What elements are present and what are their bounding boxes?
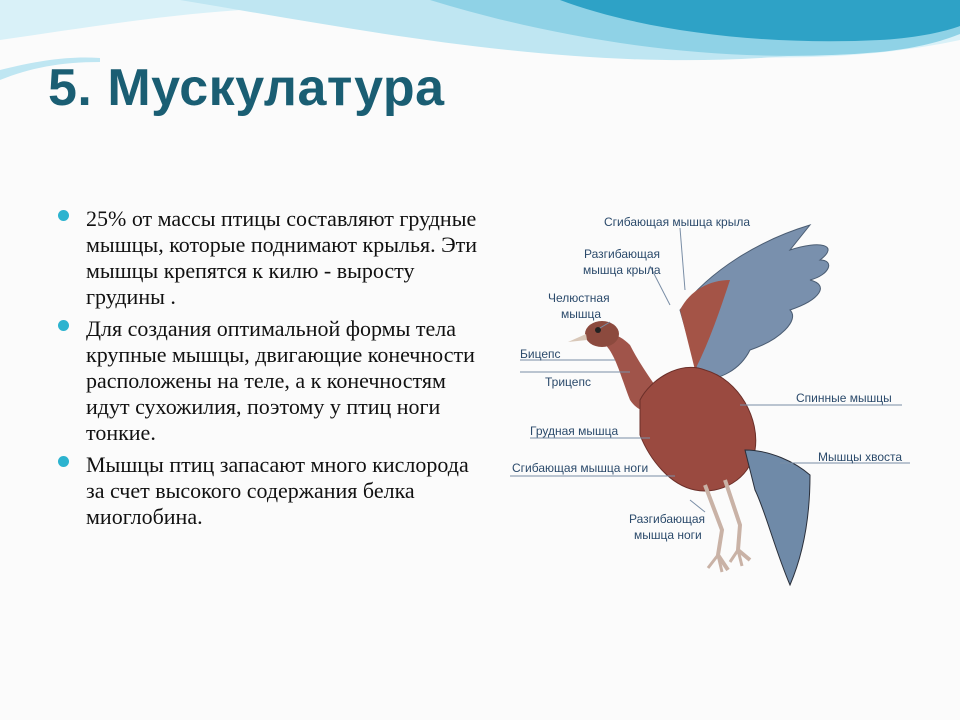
label-wing-flexor: Сгибающая мышца крыла xyxy=(604,215,751,229)
label-leg-flexor: Сгибающая мышца ноги xyxy=(512,461,649,475)
bullet-text: Мышцы птиц запасают много кислорода за счет высокого содержания белка миоглобина. xyxy=(86,452,469,529)
label-leg-extensor: Разгибающая xyxy=(629,512,706,526)
label-biceps: Бицепс xyxy=(520,347,561,361)
bird-muscle-diagram xyxy=(490,200,930,600)
label-wing-extensor: Разгибающая xyxy=(584,247,661,261)
label-jaw-muscle: мышца xyxy=(561,307,602,321)
slide-title: 5. Мускулатура xyxy=(48,59,445,117)
list-item xyxy=(58,316,478,446)
label-wing-extensor: мышца крыла xyxy=(583,263,661,277)
bullet-text: 25% от массы птицы составляют грудные мышцы, которые поднимают крылья. Эти мышцы крепятся к килю - выросту грудины . xyxy=(86,206,478,309)
list-item xyxy=(58,206,478,310)
label-jaw-muscle: Челюстная xyxy=(548,291,610,305)
list-item xyxy=(58,452,478,530)
bullet-list xyxy=(58,206,478,536)
bullet-text: Для создания оптимальной формы тела крупные мышцы, двигающие конечности расположены на теле, а к конечностям идут сухожилия, поэтому у птиц ноги тонкие. xyxy=(86,316,475,445)
label-tail-muscles: Мышцы хвоста xyxy=(818,450,903,464)
label-back-muscles: Спинные мышцы xyxy=(796,391,892,405)
bullet-dot-icon xyxy=(58,320,69,331)
bullet-dot-icon xyxy=(58,210,69,221)
label-triceps: Трицепс xyxy=(545,375,591,389)
bullet-dot-icon xyxy=(58,456,69,467)
label-leg-extensor: мышца ноги xyxy=(634,528,702,542)
label-pectoral: Грудная мышца xyxy=(530,424,619,438)
